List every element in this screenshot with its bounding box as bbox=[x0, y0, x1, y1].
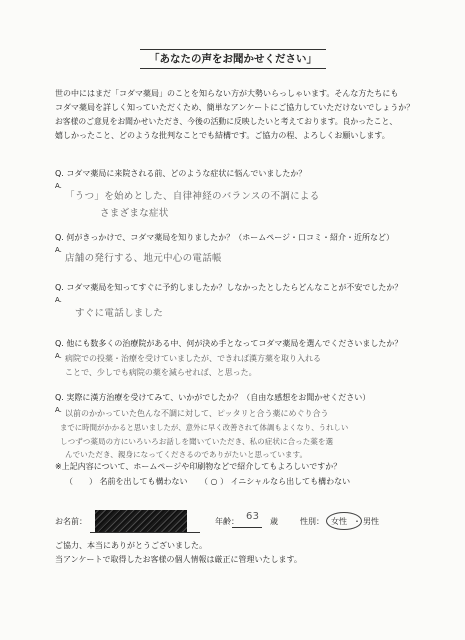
name-underline bbox=[90, 532, 200, 533]
gender-separator: ・ bbox=[353, 517, 361, 526]
answer-marker-3: A. bbox=[55, 296, 62, 304]
publish-option-name-label: 名前を出しても構わない bbox=[99, 477, 188, 486]
thanks-message: ご協力、本当にありがとうございました。 bbox=[55, 541, 207, 550]
question-5: Q. 実際に漢方治療を受けてみて、いかがでしたか？（自由な感想をお聞かせください） bbox=[55, 393, 371, 402]
answer-1-line-1: 「うつ」を始めとした、自律神経のバランスの不調による bbox=[65, 191, 320, 202]
gender-female[interactable]: 女性 bbox=[331, 517, 347, 526]
publish-question: ※上記内容について、ホームページや印刷物などで紹介してもよろしいですか？ bbox=[55, 462, 342, 471]
publish-option-name[interactable] bbox=[65, 476, 188, 487]
answer-5-line-4: んでいただき、親身になってくださるのでありがたいと思っています。 bbox=[65, 450, 308, 459]
question-1: Q. コダマ薬局に来院される前、どのような症状に悩んでいましたか？ bbox=[55, 169, 307, 178]
age-underline bbox=[232, 527, 262, 528]
privacy-notice: 当アンケートで取得したお客様の個人情報は厳正に管理いたします。 bbox=[55, 555, 302, 564]
answer-2-line-1: 店舗の発行する、地元中心の電話帳 bbox=[65, 253, 222, 264]
answer-marker-4: A. bbox=[55, 352, 62, 360]
answer-5-line-3: しつずつ薬局の方にいろいろお話しを聞いていただき、私の症状に合った薬を選 bbox=[60, 437, 334, 446]
answer-5-line-1: 以前のかかっていた色んな不調に対して、ピッタリと合う薬にめぐり合う bbox=[65, 409, 329, 418]
answer-marker-5: A. bbox=[55, 406, 62, 414]
answer-5-line-2: までに時間がかかると思いましたが、意外に早く改善されて体調もよくなり、うれしい bbox=[60, 423, 349, 432]
intro-line-3: お客様のご意見をお聞かせいただき、今後の活動に反映したいと考えております。良かったこと、 bbox=[55, 117, 398, 126]
intro-line-4: 嬉しかったこと、どのような批判なことでも結構です。ご協力の程、よろしくお願いします。 bbox=[55, 131, 390, 140]
intro-line-1: 世の中にはまだ「コダマ薬局」のことを知らない方が大勢いらっしゃいます。そんな方たちにも bbox=[55, 89, 399, 98]
question-3: Q. コダマ薬局を知ってすぐに予約しましたか？しなかったとしたらどんなことが不安でしたか？ bbox=[55, 283, 403, 292]
name-label: お名前： bbox=[55, 517, 87, 526]
answer-4-line-2: ことで、少しでも病院の薬を減らせれば、と思った。 bbox=[65, 368, 257, 377]
publish-option-initial-mark: （ ○ ） bbox=[200, 477, 229, 486]
answer-3-line-1: すぐに電話しました bbox=[75, 308, 164, 319]
answer-marker-1: A. bbox=[55, 182, 62, 190]
question-4: Q. 他にも数多くの治療院がある中、何が決め手となってコダマ薬局を選んでくださいましたか？ bbox=[55, 339, 403, 348]
publish-option-name-mark: （ ） bbox=[65, 477, 97, 486]
age-unit: 歳 bbox=[270, 517, 278, 526]
answer-4-line-1: 病院での投薬・治療を受けていましたが、できれば漢方薬を取り入れる bbox=[65, 354, 321, 363]
answer-marker-2: A. bbox=[55, 246, 62, 254]
publish-option-initial[interactable] bbox=[200, 476, 350, 487]
age-value[interactable]: 63 bbox=[246, 511, 260, 522]
answer-1-line-2: さまざまな症状 bbox=[100, 208, 169, 219]
age-label: 年齢： bbox=[215, 517, 239, 526]
survey-title: 「あなたの声をお聞かせください」 bbox=[140, 49, 326, 69]
name-redaction bbox=[95, 510, 187, 532]
gender-male[interactable]: 男性 bbox=[363, 517, 379, 526]
gender-label: 性別： bbox=[300, 517, 324, 526]
intro-line-2: コダマ薬局を詳しく知っていただくため、簡単なアンケートにご協力していただけないでしょうか？ bbox=[55, 103, 415, 112]
publish-option-initial-label: イニシャルなら出しても構わない bbox=[230, 477, 351, 486]
question-2: Q. 何がきっかけで、コダマ薬局を知りましたか？（ホームページ・口コミ・紹介・近所など） bbox=[55, 233, 395, 242]
